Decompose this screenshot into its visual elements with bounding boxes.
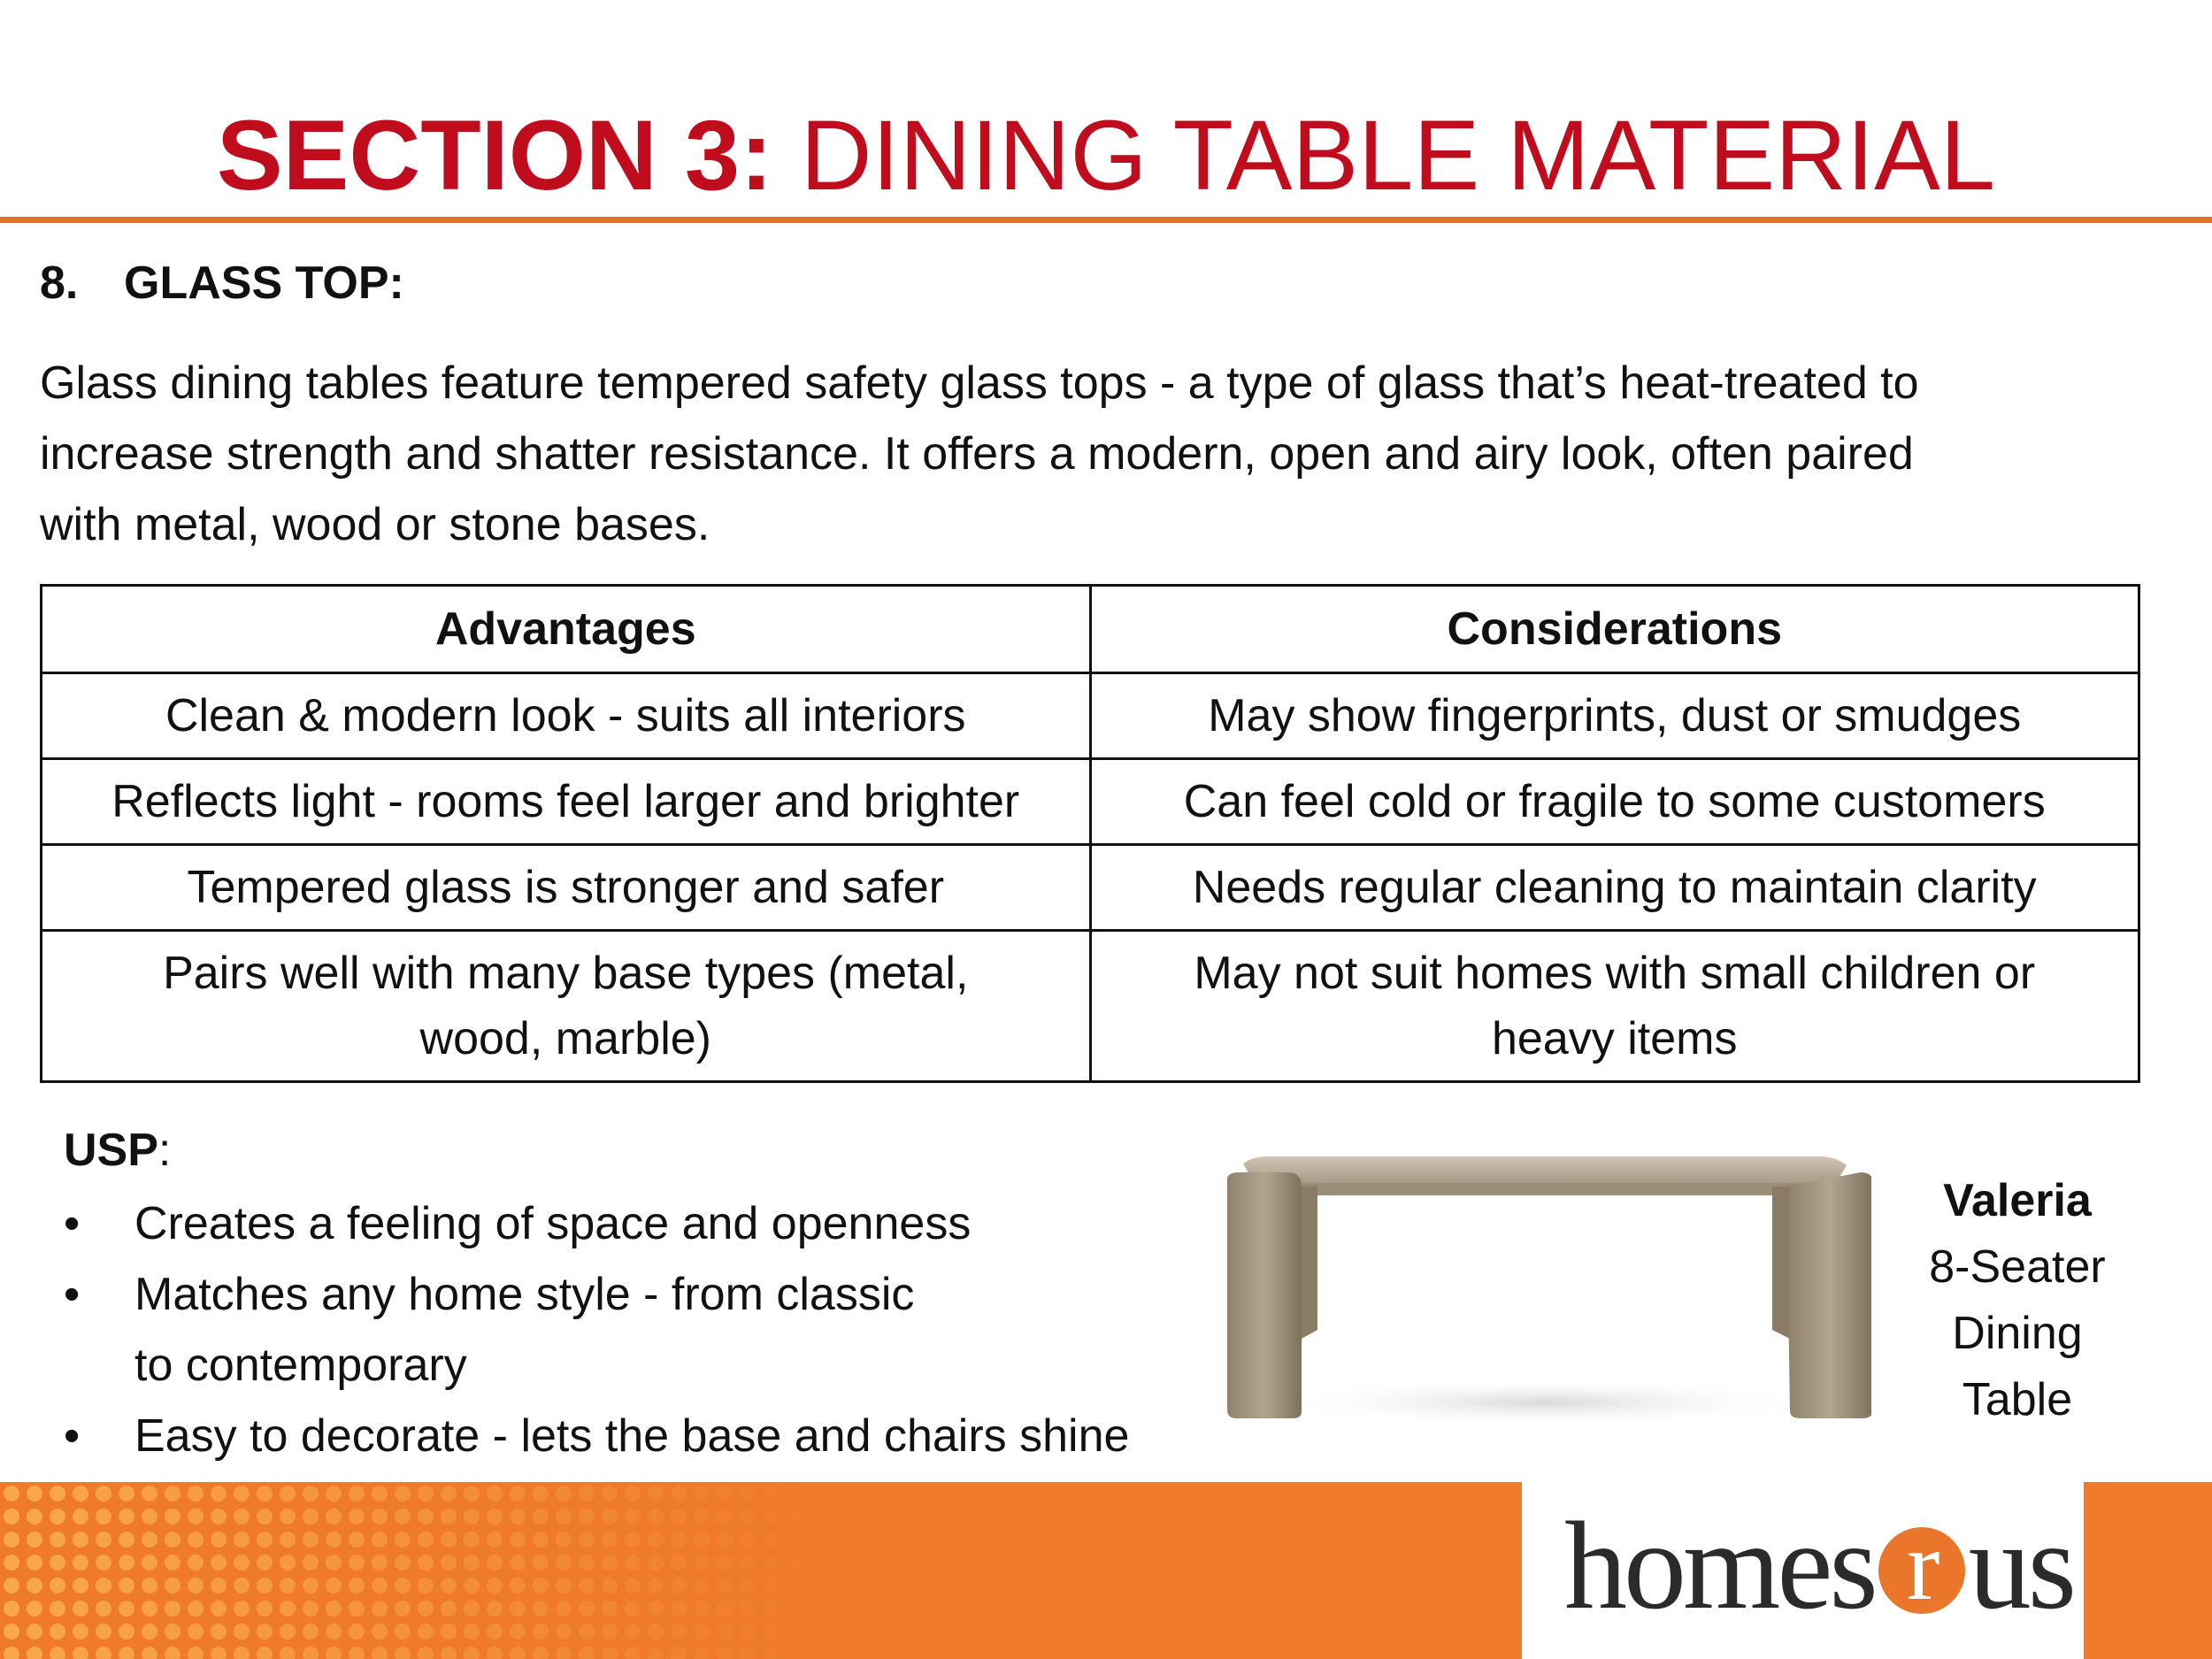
advantage-cell — [42, 673, 1091, 759]
cell-line: wood, marble) — [419, 1013, 711, 1064]
material-number: 8. — [40, 257, 79, 309]
consideration-cell — [1090, 673, 2139, 759]
usp-item-line: Easy to decorate - lets the base and chairs shine — [134, 1410, 1130, 1462]
caption-line: Dining — [1952, 1308, 2083, 1359]
usp-suffix: : — [157, 1125, 172, 1176]
cell-line: Tempered glass is stronger and safer — [187, 862, 945, 913]
page-title — [0, 96, 2212, 215]
cell-line: May not suit homes with small children or — [1194, 948, 2036, 999]
usp-item-line: Matches any home style - from classic — [134, 1269, 915, 1320]
material-intro — [40, 348, 2181, 560]
section-title: DINING TABLE MATERIAL — [800, 100, 1996, 211]
cell-line: Needs regular cleaning to maintain clarity — [1192, 862, 2037, 913]
list-item — [64, 1401, 1129, 1471]
cell-line: Clean & modern look - suits all interiors — [165, 690, 966, 741]
logo-text-after: us — [1968, 1495, 2074, 1635]
logo-text-before: homes — [1564, 1495, 1875, 1635]
product-caption — [1893, 1168, 2141, 1433]
caption-line: Table — [1962, 1374, 2073, 1425]
advantages-header: Advantages — [42, 586, 1091, 673]
list-item — [64, 1259, 1129, 1401]
table-row — [42, 845, 2139, 931]
consideration-cell — [1090, 931, 2139, 1082]
cell-line: Can feel cold or fragile to some customers — [1183, 776, 2046, 827]
intro-line: increase strength and shatter resistance. It offers a modern, open and airy look, often paired — [40, 428, 1914, 480]
cell-line: May show fingerprints, dust or smudges — [1208, 690, 2022, 741]
material-heading — [40, 257, 404, 310]
usp-list — [64, 1188, 1129, 1471]
table-row — [42, 931, 2139, 1082]
advantage-cell — [42, 931, 1091, 1082]
section-label: SECTION 3: — [216, 100, 773, 211]
usp-item-line: to contemporary — [134, 1340, 467, 1391]
product-name: Valeria — [1943, 1175, 2092, 1226]
advantage-cell — [42, 759, 1091, 845]
usp-label: USP — [64, 1125, 158, 1176]
usp-item-line: Creates a feeling of space and openness — [134, 1198, 972, 1249]
brand-logo — [1522, 1482, 2084, 1659]
bullet-icon: • — [64, 1410, 81, 1462]
advantage-cell — [42, 845, 1091, 931]
consideration-cell — [1090, 759, 2139, 845]
header-divider — [0, 217, 2212, 223]
logo-r-circle: r — [1878, 1527, 1965, 1614]
bullet-icon: • — [64, 1269, 81, 1320]
caption-line: 8-Seater — [1929, 1241, 2106, 1293]
intro-line: with metal, wood or stone bases. — [40, 499, 710, 550]
cell-line: heavy items — [1492, 1013, 1738, 1064]
cell-line: Reflects light - rooms feel larger and brighter — [111, 776, 1020, 827]
usp-heading — [64, 1124, 171, 1177]
dining-table-image — [1217, 1137, 1871, 1429]
table-row — [42, 673, 2139, 759]
considerations-header: Considerations — [1090, 586, 2139, 673]
list-item — [64, 1188, 1129, 1259]
material-title: GLASS TOP: — [124, 257, 404, 309]
advantages-considerations-table — [40, 584, 2140, 1083]
consideration-cell — [1090, 845, 2139, 931]
intro-line: Glass dining tables feature tempered safety glass tops - a type of glass that’s heat-treated to — [40, 357, 1919, 409]
cell-line: Pairs well with many base types (metal, — [163, 948, 969, 999]
table-row — [42, 759, 2139, 845]
bullet-icon: • — [64, 1198, 81, 1249]
logo-wordmark — [1564, 1493, 2073, 1638]
table-header-row — [42, 586, 2139, 673]
